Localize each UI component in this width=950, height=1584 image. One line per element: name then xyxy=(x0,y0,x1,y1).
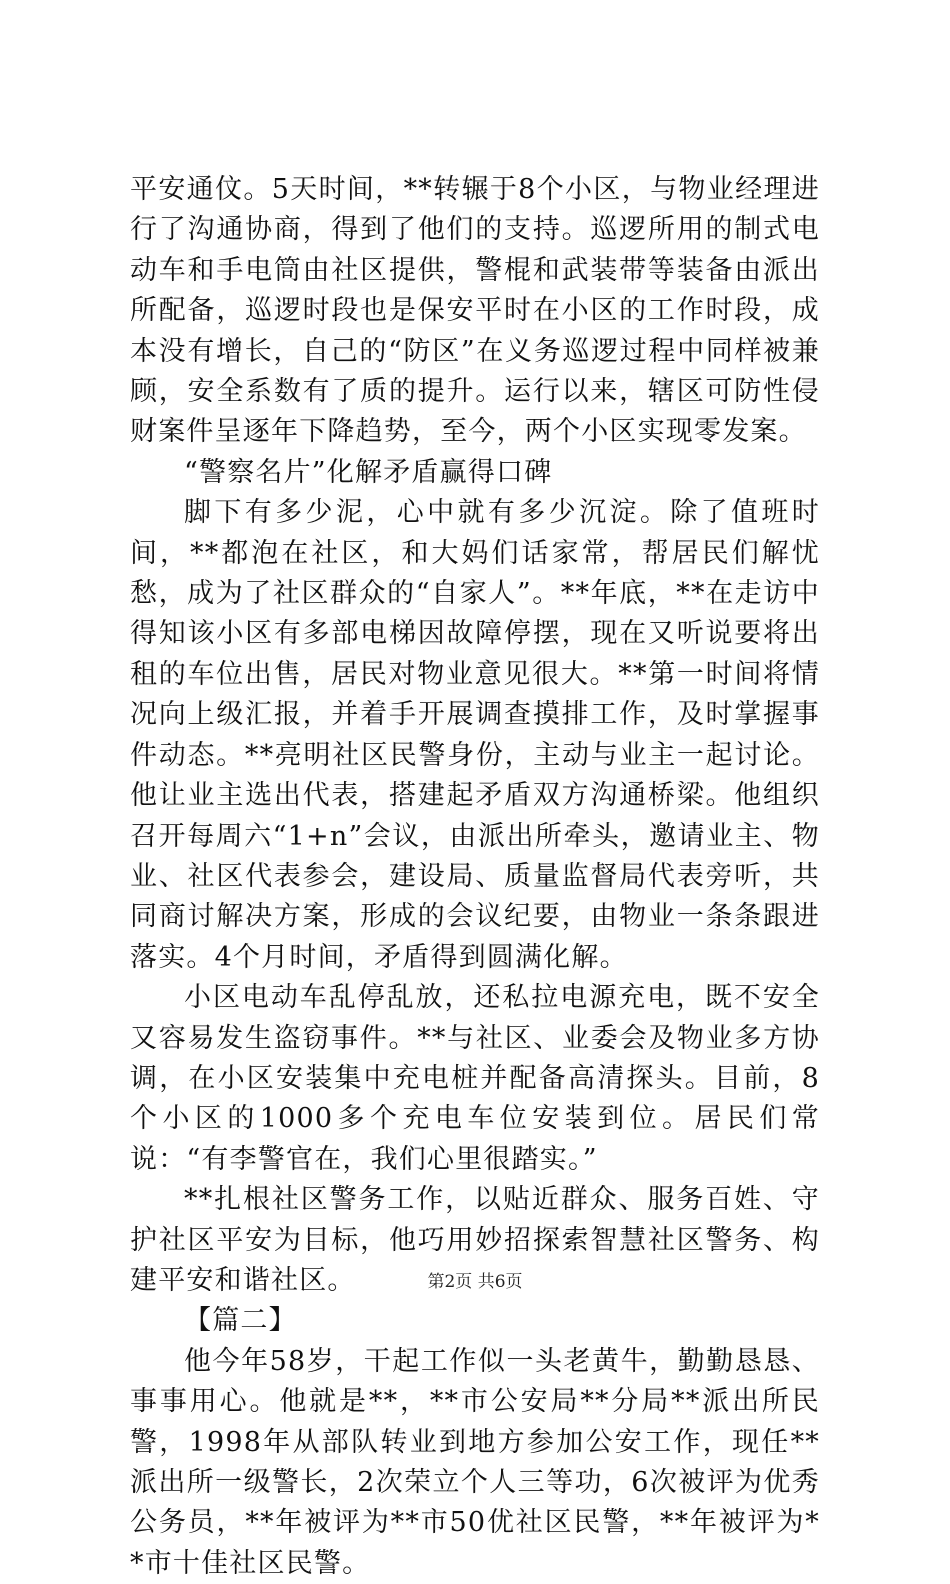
page-number-footer: 第2页 共6页 xyxy=(427,1272,523,1292)
paragraph-patrol-continued: 平安通伩。5天时间，**转辗于8个小区，与物业经理进行了沟通协商，得到了他们的支持。巡逻所用的制式电动车和手电筒由社区提供，警棍和武装带等装备由派出所配备，巡逻时段也是保安平时在小区的工作时段，成本没有增长，自己的“防区”在义务巡逻过程中同样被兼顾，安全系数有了质的提升。运行以来，辖区可防性侵财案件呈逐年下降趋势，至今，两个小区实现零发案。 xyxy=(130,174,820,448)
paragraph-ebike-charging: 小区电动车乱停乱放，还私拉电源充电，既不安全又容易发生盗窃事件。**与社区、业委会及物业多方协调，在小区安装集中充电桩并配备高清探头。目前，8个小区的1000多个充电车位安装到位。居民们常说：“有李警官在，我们心里很踏实。” xyxy=(130,982,820,1175)
section-marker-part-two: 【篇二】 xyxy=(184,1305,297,1337)
paragraph-officer-profile: 他今年58岁，干起工作似一头老黄牛，勤勤恳恳、事事用心。他就是**，**市公安局**分局**派出所民警，1998年从部队转业到地方参加公安工作，现任**派出所一级警长，2次荣立个人三等功，6次被评为优秀公务员，**年被评为**市50优社区民警，**年被评为**市十佳社区民警。 xyxy=(130,1345,820,1579)
document-body xyxy=(130,170,820,1584)
paragraph-community-mediation: 脚下有多少泥，心中就有多少沉淀。除了值班时间，**都泡在社区，和大妈们话家常，帮居民们解忧愁，成为了社区群众的“自家人”。**年底，**在走访中得知该小区有多部电梯因故障停摆，现在又听说要将出租的车位出售，居民对物业意见很大。**第一时间将情况向上级汇报，并着手开展调查摸排工作，及时掌握事件动态。**亮明社区民警身份，主动与业主一起讨论。他让业主选出代表，搭建起矛盾双方沟通桥梁。他组织召开每周六“1+n”会议，由派出所牵头，邀请业主、物业、社区代表参会，建设局、质量监督局代表旁听，共同商讨解决方案，形成的会议纪要，由物业一条条跟进落实。4个月时间，矛盾得到圆满化解。 xyxy=(130,497,820,973)
paragraph-summary: **扎根社区警务工作，以贴近群众、服务百姓、守护社区平安为目标，他巧用妙招探索智慧社区警务、构建平安和谐社区。 xyxy=(130,1184,820,1296)
section-heading-police-card: “警察名片”化解矛盾赢得口碑 xyxy=(184,456,553,488)
